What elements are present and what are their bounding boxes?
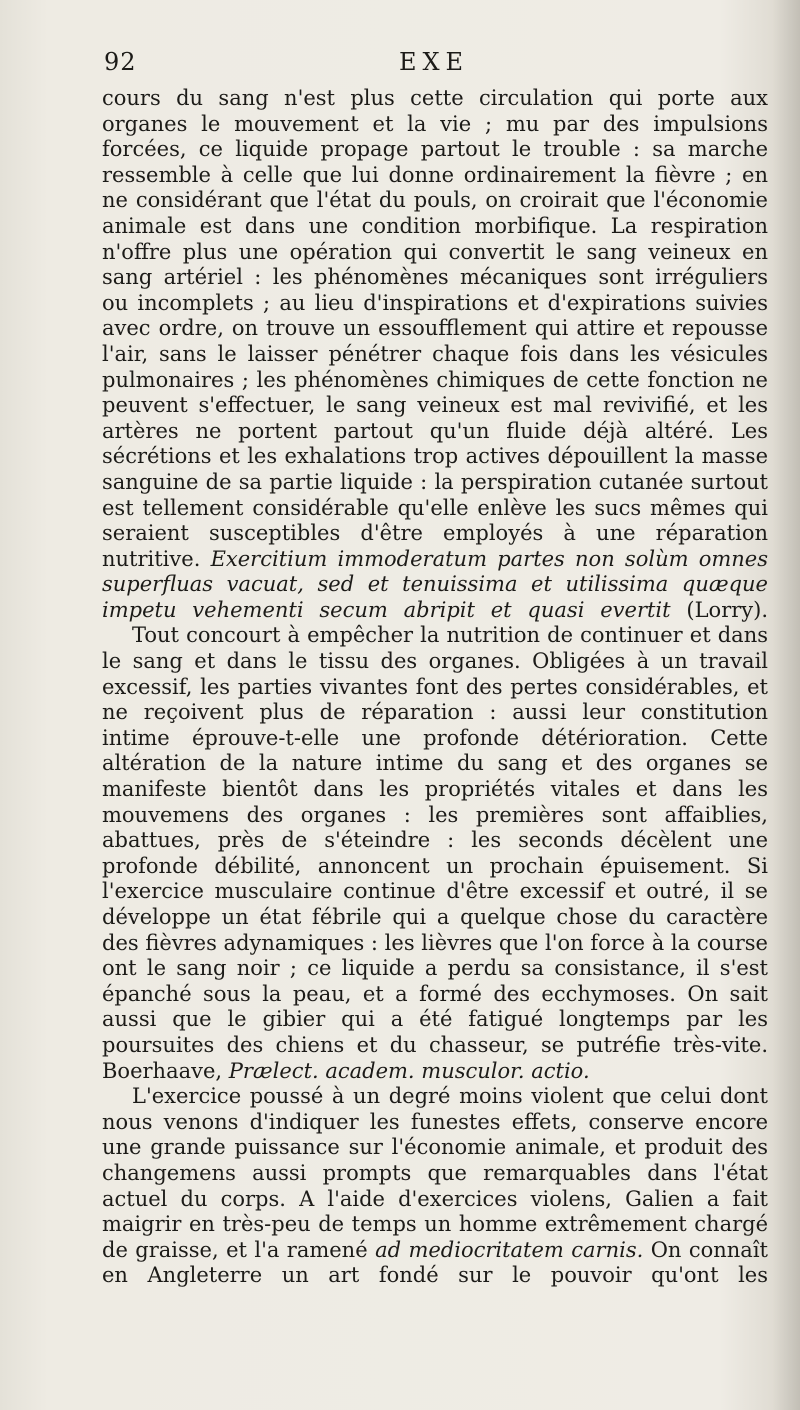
running-head: EXE bbox=[398, 48, 470, 76]
paragraph bbox=[102, 1084, 768, 1289]
latin-phrase: ad mediocritatem carnis. bbox=[375, 1237, 644, 1262]
paragraph bbox=[102, 623, 768, 1084]
text-segment: (Lorry). bbox=[670, 597, 769, 622]
paragraph bbox=[102, 86, 768, 623]
text-segment: cours du sang n'est plus cette circulation qui porte aux organes le mouvement et la vie ; mu par des impulsions forcées, ce liquide propage partout le trouble : sa marche ressemble à celle que lui donne ordinairement la fièvre ; en ne considérant que l'état du pouls, on croirait que l'économie animale est dans une condition morbifique. La respiration n'offre plus une opération qui convertit le sang veineux en sang artériel : les phénomènes mécaniques sont irréguliers ou incomplets ; au lieu d'inspirations et d'expirations suivies avec ordre, on trouve un essoufflement qui attire et repousse l'air, sans le laisser pénétrer chaque fois dans les vésicules pulmonaires ; les phénomènes chimiques de cette fonction ne peuvent s'effectuer, le sang veineux est mal revivifié, et les artères ne portent partout qu'un fluide déjà altéré. Les sécrétions et les exhalations trop actives dépouillent la masse sanguine de sa partie liquide : la perspiration cutanée surtout est tellement considérable qu'elle enlève les sucs mêmes qui seraient susceptibles d'être employés à une réparation nutritive. bbox=[102, 86, 768, 571]
text-segment: On connaît en Angleterre un art fondé sur le pouvoir qu'ont les bbox=[102, 1237, 768, 1288]
body-text bbox=[102, 86, 768, 1289]
page-header bbox=[100, 48, 768, 84]
latin-quotation: Exercitium immoderatum partes non solùm omnes superfluas vacuat, sed et tenuissima et utilissima quæque impetu vehementi secum abripit et quasi evertit bbox=[102, 546, 768, 622]
page-number: 92 bbox=[104, 48, 137, 76]
text-segment: Tout concourt à empêcher la nutrition de continuer et dans le sang et dans le tissu des organes. Obligées à un travail excessif, les parties vivantes font des pertes considérables, et ne reçoivent plus de réparation : aussi leur constitution intime éprouve-t-elle une profonde détérioration. Cette altération de la nature intime du sang et des organes se manifeste bientôt dans les propriétés vitales et dans les mouvemens des organes : les premières sont affaiblies, abattues, près de s'éteindre : les seconds décèlent une profonde débilité, annoncent un prochain épuisement. Si l'exercice musculaire continue d'être excessif et outré, il se développe un état fébrile qui a quelque chose du caractère des fièvres adynamiques : les lièvres que l'on force à la course ont le sang noir ; ce liquide a perdu sa consistance, il s'est épanché sous la peau, et a formé des ecchymoses. On sait aussi que le gibier qui a été fatigué longtemps par les poursuites des chiens et du chasseur, se putréfie très-vite. Boerhaave, bbox=[102, 623, 768, 1083]
page-shadow bbox=[772, 0, 800, 1410]
text-segment: L'exercice poussé à un degré moins violent que celui dont nous venons d'indiquer les funestes effets, conserve encore une grande puissance sur l'économie animale, et produit des changemens aussi prompts que remarquables dans l'état actuel du corps. A l'aide d'exercices violens, Galien a fait maigrir en très-peu de temps un homme extrêmement chargé de graisse, et l'a ramené bbox=[102, 1084, 768, 1262]
citation-title: Prælect. academ. musculor. actio. bbox=[228, 1058, 590, 1083]
